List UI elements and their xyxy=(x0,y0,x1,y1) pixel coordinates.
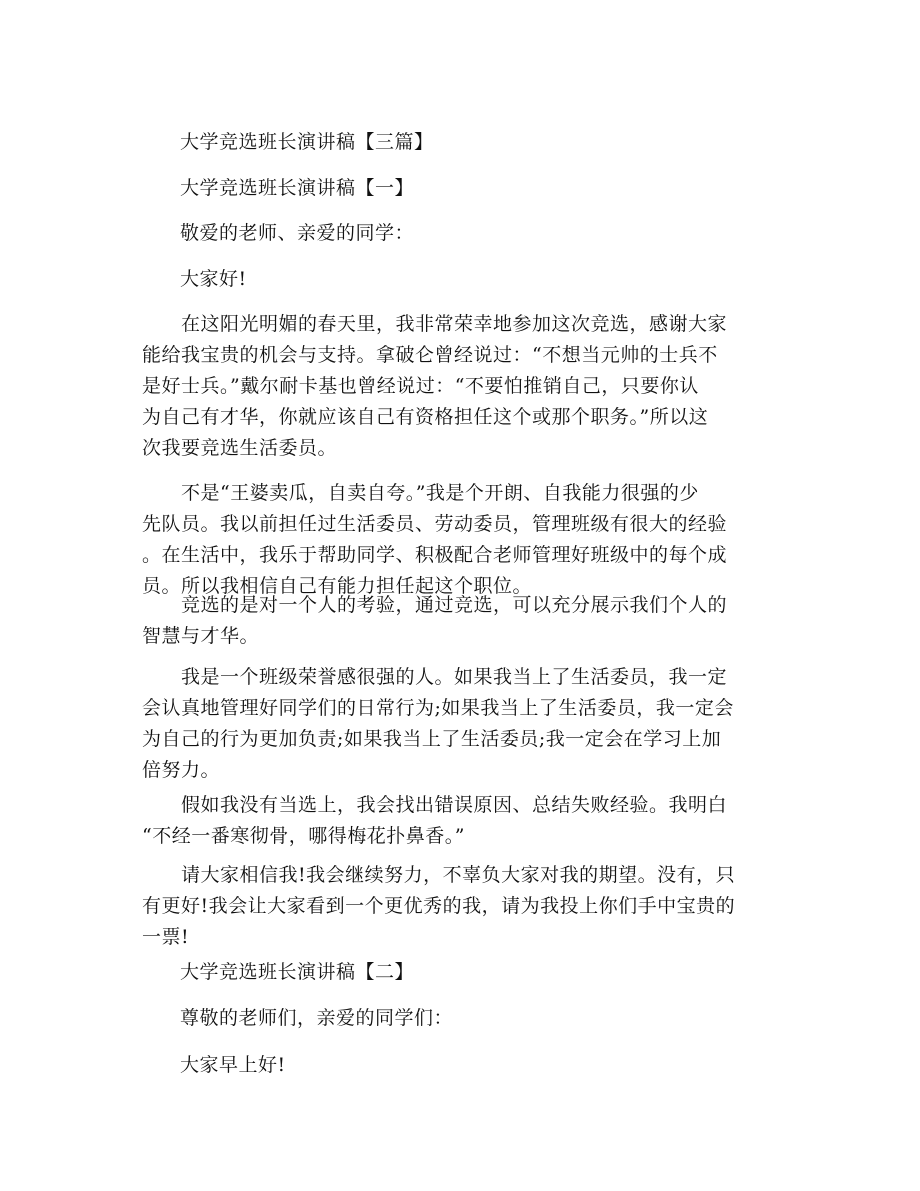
section-1-paragraph-6: 请大家相信我!我会继续努力，不辜负大家对我的期望。没有，只 有更好!我会让大家看到一个更优秀的我，请为我投上你们手中宝贵的 一票! xyxy=(142,864,736,948)
document-title: 大学竞选班长演讲稿【三篇】 xyxy=(180,131,434,153)
section-1-heading: 大学竞选班长演讲稿【一】 xyxy=(180,177,415,199)
section-1-paragraph-2: 不是“王婆卖瓜，自卖自夸。”我是个开朗、自我能力很强的少 先队员。我以前担任过生活委员、劳动委员，管理班级有很大的经验 。在生活中，我乐于帮助同学、积极配合老师管理好班级中的每个成 员。所以我相信自己有能力担任起这个职位。 xyxy=(142,482,728,597)
section-1-paragraph-3: 竞选的是对一个人的考验，通过竞选，可以充分展示我们个人的 智慧与才华。 xyxy=(142,594,728,647)
section-2-greeting: 大家早上好! xyxy=(180,1054,286,1076)
section-1-salutation: 敬爱的老师、亲爱的同学： xyxy=(180,222,415,244)
section-1-paragraph-5: 假如我没有当选上，我会找出错误原因、总结失败经验。我明白 “不经一番寒彻骨，哪得梅花扑鼻香。” xyxy=(142,794,728,847)
section-2-salutation: 尊敬的老师们，亲爱的同学们： xyxy=(180,1007,454,1029)
section-1-greeting: 大家好! xyxy=(180,268,247,290)
section-1-paragraph-1: 在这阳光明媚的春天里，我非常荣幸地参加这次竞选，感谢大家 能给我宝贵的机会与支持。拿破仑曾经说过：“不想当元帅的士兵不 是好士兵。”戴尔耐卡基也曾经说过：“不要怕推销自己，只要你认 为自己有才华，你就应该自己有资格担任这个或那个职务。”所以这 次我要竞选生活委员。 xyxy=(142,313,728,459)
section-2-heading: 大学竞选班长演讲稿【二】 xyxy=(180,961,415,983)
section-1-paragraph-4: 我是一个班级荣誉感很强的人。如果我当上了生活委员，我一定 会认真地管理好同学们的日常行为;如果我当上了生活委员，我一定会 为自己的行为更加负责;如果我当上了生活委员;我一定会在学习上加 倍努力。 xyxy=(142,666,734,781)
